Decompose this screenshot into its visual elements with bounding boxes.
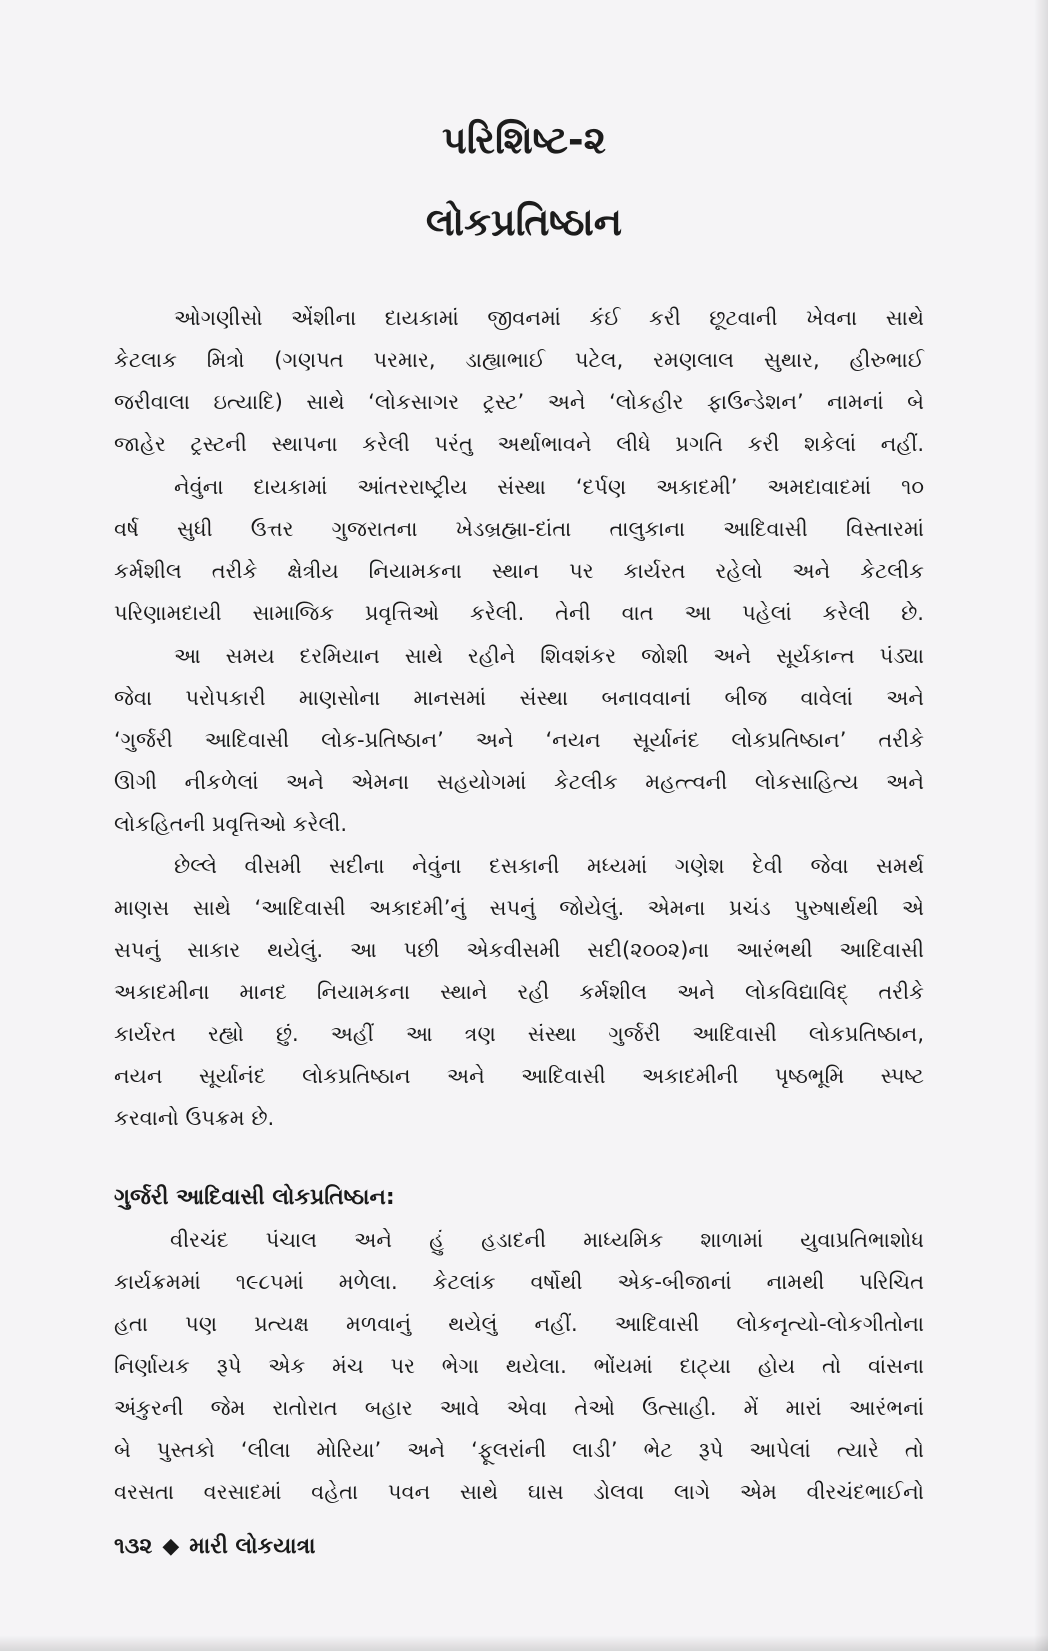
text-line: કેટલાક મિત્રો (ગણપત પરમાર, ડાહ્યાભાઈ પટેલ, રમણલાલ સુથાર, હીરુભાઈ — [114, 348, 924, 372]
section-paragraph — [114, 1219, 924, 1513]
text-line: સપનું સાકાર થયેલું. આ પછી એકવીસમી સદી(૨૦૦૨)ના આરંભથી આદિવાસી — [114, 938, 924, 962]
text-line: કરવાનો ઉપક્રમ છે. — [114, 1106, 275, 1130]
chapter-title: લોકપ્રતિષ્ઠાન — [425, 200, 623, 244]
text-line: બે પુસ્તકો ‘લીલા મોરિયા’ અને ‘ફૂલરાંની લાડી’ ભેટ રૂપે આપેલાં ત્યારે તો — [114, 1438, 924, 1462]
text-line: છેલ્લે વીસમી સદીના નેવુંના દસકાની મધ્યમાં ગણેશ દેવી જેવા સમર્થ — [174, 854, 924, 878]
text-line: નેવુંના દાયકામાં આંતરરાષ્ટ્રીય સંસ્થા ‘દર્પણ અકાદમી’ અમદાવાદમાં ૧૦ — [174, 475, 924, 499]
text-line: જાહેર ટ્રસ્ટની સ્થાપના કરેલી પરંતુ અર્થાભાવને લીધે પ્રગતિ કરી શકેલાં નહીં. — [114, 432, 924, 456]
text-line: ‘ગુર્જરી આદિવાસી લોક-પ્રતિષ્ઠાન’ અને ‘નયન સૂર્યાનંદ લોકપ્રતિષ્ઠાન’ તરીકે — [114, 728, 924, 752]
text-line: આ સમય દરમિયાન સાથે રહીને શિવશંકર જોશી અને સૂર્યકાન્ત પંડ્યા — [174, 644, 924, 668]
text-line: અકાદમીના માનદ નિયામકના સ્થાને રહી કર્મશીલ અને લોકવિદ્યાવિદ્ તરીકે — [114, 980, 924, 1004]
text-line: હતા પણ પ્રત્યક્ષ મળવાનું થયેલું નહીં. આદિવાસી લોકનૃત્યો-લોકગીતોના — [114, 1312, 924, 1336]
paragraph-4 — [114, 845, 924, 1139]
text-line: માણસ સાથે ‘આદિવાસી અકાદમી’નું સપનું જોયેલું. એમના પ્રચંડ પુરુષાર્થથી એ — [114, 896, 924, 920]
page-bottom-shadow — [0, 1635, 1048, 1651]
text-line: જરીવાલા ઇત્યાદિ) સાથે ‘લોકસાગર ટ્રસ્ટ’ અને ‘લોકહીર ફાઉન્ડેશન’ નામનાં બે — [114, 390, 924, 414]
text-line: કાર્યક્રમમાં ૧૯૮૫માં મળેલા. કેટલાંક વર્ષોથી એક-બીજાનાં નામથી પરિચિત — [114, 1270, 924, 1294]
text-line: અંકુરની જેમ રાતોરાત બહાર આવે એવા તેઓ ઉત્સાહી. મેં મારાં આરંભનાં — [114, 1396, 924, 1420]
section-heading: ગુર્જરી આદિવાસી લોકપ્રતિષ્ઠાન: — [114, 1185, 395, 1210]
text-line: ઓગણીસો એંશીના દાયકામાં જીવનમાં કંઈ કરી છૂટવાની ખેવના સાથે — [174, 306, 924, 330]
text-line: કાર્યરત રહ્યો છું. અહીં આ ત્રણ સંસ્થા ગુર્જરી આદિવાસી લોકપ્રતિષ્ઠાન, — [114, 1022, 924, 1046]
text-line: નયન સૂર્યાનંદ લોકપ્રતિષ્ઠાન અને આદિવાસી અકાદમીની પૃષ્ઠભૂમિ સ્પષ્ટ — [114, 1064, 924, 1088]
text-line: જેવા પરોપકારી માણસોના માનસમાં સંસ્થા બનાવવાનાં બીજ વાવેલાં અને — [114, 686, 924, 710]
text-line: વરસતા વરસાદમાં વહેતા પવન સાથે ઘાસ ડોલવા લાગે એમ વીરચંદભાઈનો — [114, 1480, 924, 1504]
text-line: લોકહિતની પ્રવૃત્તિઓ કરેલી. — [114, 812, 348, 836]
page-footer — [114, 1527, 316, 1567]
page-edge-shadow — [1034, 0, 1048, 1651]
text-line: વર્ષ સુધી ઉત્તર ગુજરાતના ખેડબ્રહ્મા-દાંતા તાલુકાના આદિવાસી વિસ્તારમાં — [114, 517, 924, 541]
text-line: વીરચંદ પંચાલ અને હું હડાદની માધ્યમિક શાળામાં યુવાપ્રતિભાશોધ — [170, 1228, 924, 1252]
text-line: કર્મશીલ તરીકે ક્ષેત્રીય નિયામકના સ્થાન પર કાર્યરત રહેલો અને કેટલીક — [114, 559, 924, 583]
paragraph-1 — [114, 297, 924, 465]
text-line: ઊગી નીકળેલાં અને એમના સહયોગમાં કેટલીક મહત્ત્વની લોકસાહિત્ય અને — [114, 770, 924, 794]
paragraph-2 — [114, 466, 924, 634]
diamond-separator-icon: ◆ — [162, 1534, 180, 1559]
text-line: પરિણામદાયી સામાજિક પ્રવૃત્તિઓ કરેલી. તેની વાત આ પહેલાં કરેલી છે. — [114, 601, 924, 625]
paragraph-3 — [114, 635, 924, 845]
book-title: મારી લોકયાત્રા — [189, 1534, 316, 1559]
text-line: નિર્ણાયક રૂપે એક મંચ પર ભેગા થયેલા. ભોંયમાં દાટ્યા હોય તો વાંસના — [114, 1354, 924, 1378]
appendix-title: પરિશિષ્ટ-૨ — [442, 118, 606, 162]
page-number: ૧૩૨ — [114, 1534, 153, 1559]
